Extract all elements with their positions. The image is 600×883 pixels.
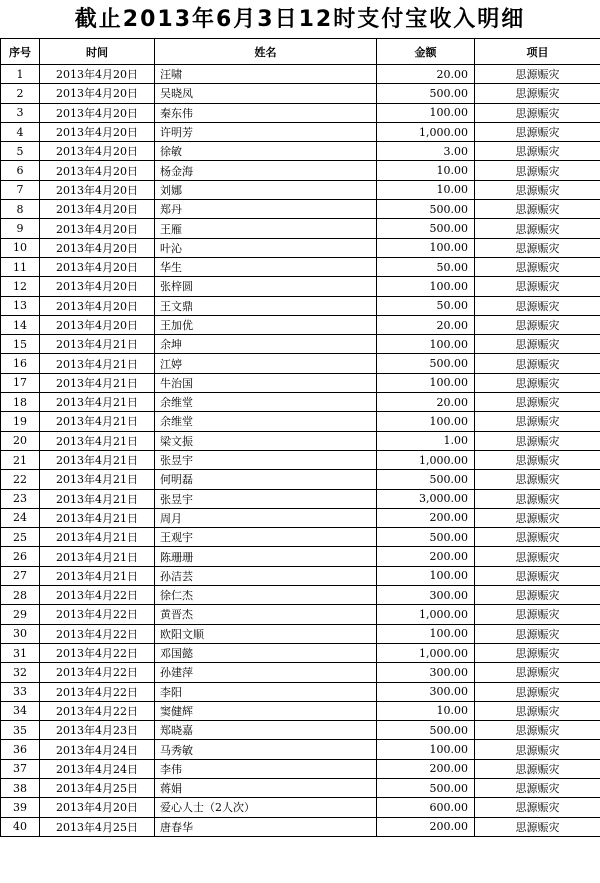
cell-project: 思源赈灾 xyxy=(475,257,600,276)
cell-project: 思源赈灾 xyxy=(475,373,600,392)
cell-project: 思源赈灾 xyxy=(475,103,600,122)
cell-name: 张梓圆 xyxy=(155,277,377,296)
cell-time: 2013年4月22日 xyxy=(40,682,155,701)
cell-amount: 500.00 xyxy=(377,721,475,740)
cell-project: 思源赈灾 xyxy=(475,393,600,412)
column-header-seq: 序号 xyxy=(1,39,40,65)
cell-amount: 3,000.00 xyxy=(377,489,475,508)
cell-project: 思源赈灾 xyxy=(475,354,600,373)
table-row xyxy=(1,643,600,662)
cell-time: 2013年4月20日 xyxy=(40,798,155,817)
cell-name: 江婷 xyxy=(155,354,377,373)
cell-seq: 16 xyxy=(1,354,40,373)
cell-time: 2013年4月20日 xyxy=(40,219,155,238)
cell-amount: 500.00 xyxy=(377,470,475,489)
cell-name: 华生 xyxy=(155,257,377,276)
cell-name: 孙洁芸 xyxy=(155,566,377,585)
cell-seq: 4 xyxy=(1,122,40,141)
cell-time: 2013年4月20日 xyxy=(40,84,155,103)
cell-amount: 100.00 xyxy=(377,335,475,354)
cell-name: 王加优 xyxy=(155,315,377,334)
cell-name: 梁文振 xyxy=(155,431,377,450)
cell-seq: 37 xyxy=(1,759,40,778)
table-row xyxy=(1,180,600,199)
cell-time: 2013年4月20日 xyxy=(40,257,155,276)
cell-project: 思源赈灾 xyxy=(475,624,600,643)
table-row xyxy=(1,759,600,778)
cell-project: 思源赈灾 xyxy=(475,296,600,315)
cell-name: 窦健辉 xyxy=(155,701,377,720)
cell-time: 2013年4月21日 xyxy=(40,431,155,450)
cell-seq: 17 xyxy=(1,373,40,392)
cell-seq: 30 xyxy=(1,624,40,643)
table-row xyxy=(1,122,600,141)
table-row xyxy=(1,470,600,489)
cell-name: 王观宇 xyxy=(155,528,377,547)
cell-time: 2013年4月25日 xyxy=(40,778,155,797)
cell-name: 李伟 xyxy=(155,759,377,778)
table-row xyxy=(1,431,600,450)
cell-time: 2013年4月21日 xyxy=(40,470,155,489)
cell-project: 思源赈灾 xyxy=(475,180,600,199)
cell-project: 思源赈灾 xyxy=(475,701,600,720)
cell-amount: 100.00 xyxy=(377,103,475,122)
table-row xyxy=(1,740,600,759)
cell-name: 徐敏 xyxy=(155,142,377,161)
cell-time: 2013年4月22日 xyxy=(40,643,155,662)
cell-time: 2013年4月24日 xyxy=(40,740,155,759)
cell-seq: 1 xyxy=(1,65,40,84)
cell-seq: 35 xyxy=(1,721,40,740)
cell-name: 汪啸 xyxy=(155,65,377,84)
table-row xyxy=(1,65,600,84)
cell-project: 思源赈灾 xyxy=(475,412,600,431)
cell-amount: 100.00 xyxy=(377,373,475,392)
cell-seq: 10 xyxy=(1,238,40,257)
cell-amount: 500.00 xyxy=(377,354,475,373)
cell-name: 蒋娟 xyxy=(155,778,377,797)
cell-name: 黄晋杰 xyxy=(155,605,377,624)
cell-seq: 25 xyxy=(1,528,40,547)
cell-amount: 500.00 xyxy=(377,84,475,103)
table-row xyxy=(1,721,600,740)
cell-name: 王文鼎 xyxy=(155,296,377,315)
cell-name: 周月 xyxy=(155,508,377,527)
cell-name: 叶沁 xyxy=(155,238,377,257)
cell-time: 2013年4月20日 xyxy=(40,238,155,257)
cell-time: 2013年4月23日 xyxy=(40,721,155,740)
cell-seq: 14 xyxy=(1,315,40,334)
cell-project: 思源赈灾 xyxy=(475,431,600,450)
cell-time: 2013年4月22日 xyxy=(40,663,155,682)
cell-seq: 24 xyxy=(1,508,40,527)
page-title: 截止2013年6月3日12时支付宝收入明细 xyxy=(74,7,526,32)
cell-seq: 18 xyxy=(1,393,40,412)
cell-seq: 12 xyxy=(1,277,40,296)
donation-table xyxy=(0,38,600,837)
cell-amount: 50.00 xyxy=(377,296,475,315)
cell-time: 2013年4月21日 xyxy=(40,547,155,566)
table-row xyxy=(1,489,600,508)
cell-seq: 8 xyxy=(1,200,40,219)
cell-amount: 1,000.00 xyxy=(377,605,475,624)
cell-name: 余坤 xyxy=(155,335,377,354)
cell-project: 思源赈灾 xyxy=(475,200,600,219)
cell-seq: 26 xyxy=(1,547,40,566)
cell-amount: 20.00 xyxy=(377,65,475,84)
cell-amount: 3.00 xyxy=(377,142,475,161)
cell-project: 思源赈灾 xyxy=(475,721,600,740)
cell-time: 2013年4月22日 xyxy=(40,624,155,643)
table-row xyxy=(1,257,600,276)
cell-seq: 19 xyxy=(1,412,40,431)
cell-time: 2013年4月20日 xyxy=(40,277,155,296)
cell-seq: 7 xyxy=(1,180,40,199)
cell-time: 2013年4月20日 xyxy=(40,296,155,315)
cell-name: 何明磊 xyxy=(155,470,377,489)
cell-amount: 1,000.00 xyxy=(377,450,475,469)
table-row xyxy=(1,219,600,238)
cell-time: 2013年4月21日 xyxy=(40,393,155,412)
cell-project: 思源赈灾 xyxy=(475,315,600,334)
cell-project: 思源赈灾 xyxy=(475,566,600,585)
cell-amount: 20.00 xyxy=(377,315,475,334)
cell-name: 牛治国 xyxy=(155,373,377,392)
cell-time: 2013年4月20日 xyxy=(40,161,155,180)
cell-project: 思源赈灾 xyxy=(475,142,600,161)
table-row xyxy=(1,450,600,469)
cell-amount: 500.00 xyxy=(377,528,475,547)
cell-seq: 20 xyxy=(1,431,40,450)
cell-seq: 15 xyxy=(1,335,40,354)
cell-seq: 31 xyxy=(1,643,40,662)
table-row xyxy=(1,586,600,605)
cell-project: 思源赈灾 xyxy=(475,817,600,836)
cell-time: 2013年4月24日 xyxy=(40,759,155,778)
cell-amount: 100.00 xyxy=(377,740,475,759)
cell-name: 王雁 xyxy=(155,219,377,238)
cell-time: 2013年4月20日 xyxy=(40,180,155,199)
cell-time: 2013年4月21日 xyxy=(40,412,155,431)
cell-amount: 10.00 xyxy=(377,180,475,199)
table-row xyxy=(1,817,600,836)
table-row xyxy=(1,142,600,161)
table-row xyxy=(1,663,600,682)
cell-amount: 10.00 xyxy=(377,701,475,720)
cell-seq: 33 xyxy=(1,682,40,701)
cell-amount: 1.00 xyxy=(377,431,475,450)
cell-seq: 27 xyxy=(1,566,40,585)
cell-amount: 200.00 xyxy=(377,759,475,778)
cell-amount: 200.00 xyxy=(377,817,475,836)
cell-amount: 500.00 xyxy=(377,200,475,219)
cell-project: 思源赈灾 xyxy=(475,161,600,180)
table-row xyxy=(1,412,600,431)
cell-amount: 100.00 xyxy=(377,412,475,431)
cell-name: 孙建萍 xyxy=(155,663,377,682)
cell-project: 思源赈灾 xyxy=(475,489,600,508)
cell-time: 2013年4月22日 xyxy=(40,701,155,720)
cell-name: 唐春华 xyxy=(155,817,377,836)
cell-seq: 39 xyxy=(1,798,40,817)
table-row xyxy=(1,277,600,296)
cell-seq: 9 xyxy=(1,219,40,238)
table-row xyxy=(1,335,600,354)
cell-amount: 10.00 xyxy=(377,161,475,180)
table-row xyxy=(1,393,600,412)
cell-name: 杨金海 xyxy=(155,161,377,180)
table-row xyxy=(1,605,600,624)
cell-seq: 29 xyxy=(1,605,40,624)
cell-name: 陈珊珊 xyxy=(155,547,377,566)
cell-project: 思源赈灾 xyxy=(475,740,600,759)
cell-time: 2013年4月20日 xyxy=(40,65,155,84)
cell-name: 余维堂 xyxy=(155,412,377,431)
table-body xyxy=(1,65,600,837)
cell-seq: 13 xyxy=(1,296,40,315)
cell-project: 思源赈灾 xyxy=(475,663,600,682)
cell-name: 吴晓凤 xyxy=(155,84,377,103)
cell-time: 2013年4月20日 xyxy=(40,200,155,219)
cell-amount: 100.00 xyxy=(377,566,475,585)
cell-seq: 21 xyxy=(1,450,40,469)
cell-time: 2013年4月22日 xyxy=(40,586,155,605)
cell-amount: 1,000.00 xyxy=(377,122,475,141)
cell-seq: 11 xyxy=(1,257,40,276)
cell-time: 2013年4月21日 xyxy=(40,354,155,373)
cell-project: 思源赈灾 xyxy=(475,586,600,605)
cell-amount: 200.00 xyxy=(377,508,475,527)
cell-amount: 20.00 xyxy=(377,393,475,412)
cell-name: 张昱宇 xyxy=(155,450,377,469)
cell-time: 2013年4月21日 xyxy=(40,489,155,508)
cell-seq: 5 xyxy=(1,142,40,161)
table-row xyxy=(1,373,600,392)
table-row xyxy=(1,624,600,643)
cell-seq: 23 xyxy=(1,489,40,508)
cell-project: 思源赈灾 xyxy=(475,643,600,662)
cell-amount: 1,000.00 xyxy=(377,643,475,662)
cell-seq: 3 xyxy=(1,103,40,122)
cell-project: 思源赈灾 xyxy=(475,759,600,778)
cell-time: 2013年4月22日 xyxy=(40,605,155,624)
cell-amount: 100.00 xyxy=(377,238,475,257)
table-row xyxy=(1,200,600,219)
table-row xyxy=(1,682,600,701)
table-row xyxy=(1,508,600,527)
column-header-time: 时间 xyxy=(40,39,155,65)
cell-project: 思源赈灾 xyxy=(475,84,600,103)
cell-amount: 100.00 xyxy=(377,277,475,296)
cell-time: 2013年4月21日 xyxy=(40,373,155,392)
cell-name: 欧阳文顺 xyxy=(155,624,377,643)
cell-time: 2013年4月21日 xyxy=(40,508,155,527)
cell-seq: 36 xyxy=(1,740,40,759)
cell-project: 思源赈灾 xyxy=(475,470,600,489)
cell-time: 2013年4月20日 xyxy=(40,315,155,334)
table-row xyxy=(1,161,600,180)
cell-amount: 50.00 xyxy=(377,257,475,276)
table-row xyxy=(1,701,600,720)
cell-time: 2013年4月21日 xyxy=(40,566,155,585)
cell-amount: 300.00 xyxy=(377,663,475,682)
cell-time: 2013年4月21日 xyxy=(40,335,155,354)
cell-name: 郑晓嘉 xyxy=(155,721,377,740)
table-row xyxy=(1,566,600,585)
cell-name: 余维堂 xyxy=(155,393,377,412)
cell-amount: 600.00 xyxy=(377,798,475,817)
cell-name: 刘娜 xyxy=(155,180,377,199)
cell-name: 徐仁杰 xyxy=(155,586,377,605)
cell-project: 思源赈灾 xyxy=(475,508,600,527)
cell-name: 许明芳 xyxy=(155,122,377,141)
table-row xyxy=(1,296,600,315)
table-row xyxy=(1,798,600,817)
cell-time: 2013年4月20日 xyxy=(40,103,155,122)
cell-time: 2013年4月20日 xyxy=(40,142,155,161)
cell-project: 思源赈灾 xyxy=(475,219,600,238)
cell-name: 张昱宇 xyxy=(155,489,377,508)
cell-project: 思源赈灾 xyxy=(475,450,600,469)
cell-project: 思源赈灾 xyxy=(475,547,600,566)
cell-name: 郑丹 xyxy=(155,200,377,219)
cell-amount: 200.00 xyxy=(377,547,475,566)
cell-project: 思源赈灾 xyxy=(475,335,600,354)
table-header-row xyxy=(1,39,600,65)
cell-amount: 300.00 xyxy=(377,586,475,605)
cell-seq: 6 xyxy=(1,161,40,180)
table-row xyxy=(1,547,600,566)
cell-time: 2013年4月21日 xyxy=(40,528,155,547)
cell-seq: 2 xyxy=(1,84,40,103)
cell-amount: 100.00 xyxy=(377,624,475,643)
cell-seq: 38 xyxy=(1,778,40,797)
cell-name: 马秀敏 xyxy=(155,740,377,759)
cell-time: 2013年4月20日 xyxy=(40,122,155,141)
cell-project: 思源赈灾 xyxy=(475,238,600,257)
cell-amount: 300.00 xyxy=(377,682,475,701)
table-row xyxy=(1,238,600,257)
table-row xyxy=(1,528,600,547)
cell-name: 李阳 xyxy=(155,682,377,701)
cell-project: 思源赈灾 xyxy=(475,798,600,817)
cell-project: 思源赈灾 xyxy=(475,277,600,296)
cell-time: 2013年4月25日 xyxy=(40,817,155,836)
cell-seq: 32 xyxy=(1,663,40,682)
table-row xyxy=(1,354,600,373)
cell-amount: 500.00 xyxy=(377,778,475,797)
cell-project: 思源赈灾 xyxy=(475,605,600,624)
cell-project: 思源赈灾 xyxy=(475,65,600,84)
column-header-name: 姓名 xyxy=(155,39,377,65)
cell-project: 思源赈灾 xyxy=(475,528,600,547)
cell-time: 2013年4月21日 xyxy=(40,450,155,469)
table-row xyxy=(1,778,600,797)
table-row xyxy=(1,103,600,122)
table-row xyxy=(1,315,600,334)
cell-seq: 40 xyxy=(1,817,40,836)
cell-name: 爱心人士（2人次） xyxy=(155,798,377,817)
column-header-amount: 金额 xyxy=(377,39,475,65)
cell-seq: 22 xyxy=(1,470,40,489)
cell-project: 思源赈灾 xyxy=(475,778,600,797)
cell-project: 思源赈灾 xyxy=(475,122,600,141)
cell-project: 思源赈灾 xyxy=(475,682,600,701)
cell-seq: 28 xyxy=(1,586,40,605)
table-row xyxy=(1,84,600,103)
column-header-project: 项目 xyxy=(475,39,600,65)
cell-name: 秦东伟 xyxy=(155,103,377,122)
cell-name: 邓国懿 xyxy=(155,643,377,662)
cell-seq: 34 xyxy=(1,701,40,720)
cell-amount: 500.00 xyxy=(377,219,475,238)
